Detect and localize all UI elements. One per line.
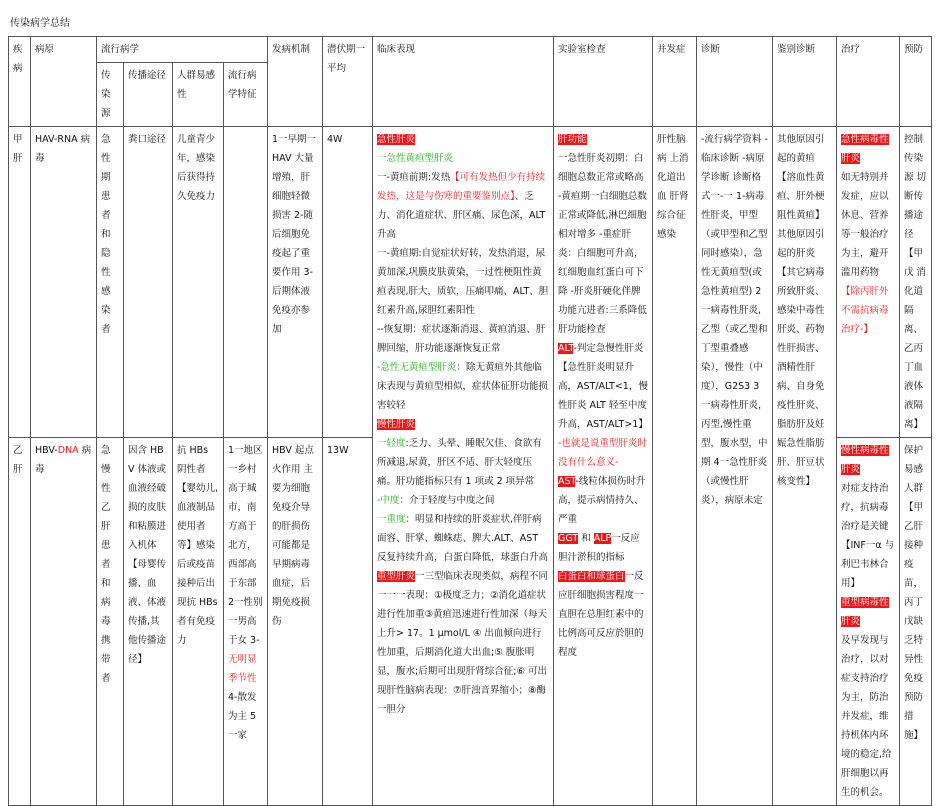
hav-pathogen: HAV-RNA 病毒 xyxy=(31,127,97,438)
summary-table xyxy=(8,36,932,806)
clinical-anicteric-text: ：除无黄疸外其他临床表现与黄疸型相似，症状体征肝功能损害较轻 xyxy=(377,362,549,411)
header-clinical: 临床表现 xyxy=(373,37,554,127)
clinical-severe-heading: 一重度 xyxy=(377,514,406,525)
header-route: 传播途径 xyxy=(124,63,173,127)
hbv-treatment-text: 对症支持治疗，抗病毒治疗是关键【INF一α 与利巴韦林合用】 xyxy=(841,483,895,589)
differential-jaundice-list: 【溶血性黄疸、肝外梗阻性黄疸】 xyxy=(777,172,825,221)
header-differential: 鉴别诊断 xyxy=(773,37,837,127)
clinical-cell xyxy=(373,127,554,806)
hbv-mechanism: HBV 起点火作用 主要为细胞免疫介导的肝损伤 可能都是早期病毒血症，后期免疫损伤 xyxy=(268,438,323,806)
hbv-pathogen-pre: HBV- xyxy=(35,445,58,456)
lab-ggt-label: GGT xyxy=(558,533,579,544)
header-complication: 并发症 xyxy=(653,37,697,127)
clinical-pre-jaundice-a: 一-黄疸前期:发热 xyxy=(377,172,451,183)
hav-treatment xyxy=(837,127,900,438)
hav-susceptible: 儿童青少年，感染后获得持久免疫力 xyxy=(173,127,224,438)
lab-liver-function-heading: 肝功能 xyxy=(558,134,587,145)
hbv-treatment-heading: 慢性病毒性肝炎 xyxy=(841,445,889,475)
hav-prevention: 控制传染源 切断传播途径 【甲戊 消化道 隔离、乙丙丁血液体液隔离】 xyxy=(900,127,932,438)
hbv-pathogen xyxy=(31,438,97,806)
hav-treatment-heading: 急性病毒性肝炎 xyxy=(841,134,889,164)
hav-source: 急性期患者和隐性感染者 xyxy=(97,127,124,438)
hbv-susceptible: 抗 HBs 阴性者【婴幼儿,血液制品使用者等】感染后或疫苗接种后出现抗 HBs 者有免疫力 xyxy=(173,438,224,806)
hav-disease: 甲肝 xyxy=(9,127,31,438)
clinical-jaundice-phase: 一-黄疸期:自觉症状好转，发热消退，尿黄加深,巩膜皮肤黄染，一过性梗阻性黄疸表现,肝大，质软，压痛叩痛、ALT、胆红素升高,尿胆红素阳性 xyxy=(377,248,549,316)
clinical-acute-heading: 急性肝炎 xyxy=(377,134,416,145)
header-lab: 实验室检查 xyxy=(554,37,653,127)
header-prevention: 预防 xyxy=(900,37,932,127)
hav-treatment-note: 【除丙肝外不需抗病毒治疗-】 xyxy=(841,286,889,335)
differential-cell xyxy=(773,127,837,806)
lab-alt-text: -判定急慢性肝炎 【急性肝炎明显升高，AST/ALT<1，慢性肝炎 ALT 轻至中度升高，AST/ALT>1】 xyxy=(558,343,648,430)
clinical-pre-jaundice-b: 、乏力、消化道症状、肝区痛、尿色深，ALT 升高 xyxy=(377,191,546,240)
hbv-features-a: 1一地区一乡村高于城市，南方高于北方，西部高于东部 2一性别一男高于女 3- xyxy=(228,445,263,646)
clinical-chronic-heading: 慢性肝炎 xyxy=(377,419,416,430)
differential-jaundice: 其他原因引起的黄疸 xyxy=(777,134,825,164)
lab-alt-label: ALT xyxy=(558,343,574,354)
lab-ggt-text: 一反应胆汁淤积的指标 xyxy=(558,533,640,563)
hbv-treatment xyxy=(837,438,900,806)
clinical-fulminant-heading: 重型肝炎 xyxy=(377,571,416,582)
differential-hepatitis: 其他原因引起的肝炎 xyxy=(777,229,825,259)
hbv-source: 急慢性乙肝患者和病毒携带者 xyxy=(97,438,124,806)
clinical-fulminant-text: 一三型临床表现类似，病程不同一一一表现：①极度乏力；②消化道症状进行性加重③黄疸迅速进行性加深（每天上升> 17。1 μmol/L ④ 出血倾向进行性加重，后期消化道大出血;⑤ 腹胀明显，腹水;后期可出现肝肾综合征;⑥ 可出现肝性脑病表现：⑦肝浊音界缩小；⑧酶一胆分 xyxy=(377,571,549,715)
header-source: 传染源 xyxy=(97,63,124,127)
hbv-prevention: 保护易感人群 【甲乙肝接种疫苗，丙丁戊缺乏特异性免疫预防措施】 xyxy=(900,438,932,806)
hav-route: 粪口途径 xyxy=(124,127,173,438)
lab-ast-text: -线粒体损伤时升高，提示病情持久、严重 xyxy=(558,476,646,525)
lab-alp-label: ALP xyxy=(593,533,612,544)
hbv-features-b: 4-散发为主 5一家 xyxy=(228,692,257,741)
clinical-recovery-phase: --恢复期：症状逐渐消退、黄疸消退、肝脾回缩，肝功能逐渐恢复正常 xyxy=(377,324,546,354)
hbv-pathogen-post: 病毒 xyxy=(35,445,92,475)
clinical-moderate-heading: -中度 xyxy=(377,495,400,506)
hbv-pathogen-dna: DNA xyxy=(57,445,79,456)
hbv-features xyxy=(224,438,268,806)
header-epidemiology: 流行病学 xyxy=(97,37,268,63)
hbv-treatment-heading-2: 重型病毒性肝炎 xyxy=(841,597,889,627)
header-disease: 疾病 xyxy=(9,37,31,127)
header-incubation: 潜伏期一平均 xyxy=(323,37,373,127)
header-diagnosis: 诊断 xyxy=(697,37,773,127)
lab-alt-note: -也就是说重型肝炎时没有什么意义- xyxy=(558,438,647,468)
hav-incubation: 4W xyxy=(323,127,373,438)
lab-cell xyxy=(554,127,653,806)
complication-cell: 肝性脑病 上消化道出血 肝肾综合征 感染 xyxy=(653,127,697,806)
diagnosis-cell: -流行病学资料 -临床诊断 -病原学诊断 诊断格式一-一 1-病毒性肝炎，甲型（或甲型和乙型同时感染），急性无黄疸型(或急性黄疸型) 2一病毒性肝炎,乙型（或乙型和丁型重叠感染），慢性（中度），G2S3 3一病毒性肝炎，丙型,慢性重型，腹水型，中期 4一急性肝炎（或慢性肝炎），病原未定 xyxy=(697,127,773,806)
header-treatment: 治疗 xyxy=(837,37,900,127)
clinical-pre-jaundice-note: 【可有发热但少有持续发热，这是与伤寒的重要鉴别点】 xyxy=(377,172,546,202)
hbv-features-seasonal: 无明显季节性 xyxy=(228,654,257,684)
header-pathogen: 病原 xyxy=(31,37,97,127)
lab-ggt-and: 和 xyxy=(578,533,594,544)
clinical-moderate-text: ：介于轻度与中度之间 xyxy=(399,495,495,506)
clinical-mild-heading: 一轻度 xyxy=(377,438,406,449)
hav-features xyxy=(224,127,268,438)
lab-ast-label: AST xyxy=(558,476,576,487)
lab-albumin-label: 白蛋白和球蛋白 xyxy=(558,571,625,582)
header-features: 流行病学特征 xyxy=(224,63,268,127)
clinical-mild-text: :乏力、头晕、睡眠欠佳、食欲有所减退,尿黄，肝区不适、肝大轻度压痛。肝功能指标只有 1 项或 2 项异常 xyxy=(377,438,542,487)
hbv-treatment-text-2: 及早发现与治疗，以对症支持治疗为主，防治并发症，维持机体内环境的稳定,给肝细胞以再生的机会。 xyxy=(841,635,892,798)
header-mechanism: 发病机制 xyxy=(268,37,323,127)
clinical-anicteric-heading: -急性无黄疸型肝炎 xyxy=(377,362,457,373)
differential-hepatitis-list: 【其它病毒所致肝炎、感染中毒性肝炎、药物性肝损害、酒精性肝病、自身免疫性肝炎、脂肪肝及妊娠急性脂肪肝、肝豆状核变性】 xyxy=(777,267,825,487)
lab-blood-routine: 一急性肝炎初期：白细胞总数正常或略高 -黄疸期一白细胞总数正常或降低,淋巴细胞相对增多 -重症肝炎：白细胞可升高，红细胞血红蛋白可下降 -肝炎肝硬化伴脾功能亢进者:三系降低 肝功能检查 xyxy=(558,153,647,335)
header-susceptible: 人群易感性 xyxy=(173,63,224,127)
hbv-incubation: 13W xyxy=(323,438,373,806)
doc-title: 传染病学总结 xyxy=(10,18,70,29)
hbv-route: 因含 HBV 体液或血液经破损的皮肤和粘膜进入机体【母婴传播、血液、体液传播,其他传播途径】 xyxy=(124,438,173,806)
hbv-disease: 乙肝 xyxy=(9,438,31,806)
clinical-jaundice-heading: 一急性黄疸型肝炎 xyxy=(377,153,454,164)
hav-mechanism: 1一早期一HAV 大量增殖，肝细胞轻微损害 2-随后细胞免疫起了重要作用 3-后期体液免疫亦参加 xyxy=(268,127,323,438)
lab-albumin-text: 一反应肝细胞损害程度一直胆在总胆红素中的比例高可反应於胆的程度 xyxy=(558,571,644,658)
clinical-severe-text: ：明显和持续的肝炎症状,伴肝病面容、肝掌、蜘蛛痣、脾大.ALT、AST 反复持续升高，白蛋白降低，球蛋白升高 xyxy=(377,514,549,563)
hav-treatment-text: 如无特别并发症，应以休息、营养等一般治疗为主，避开滥用药物 xyxy=(841,172,889,278)
